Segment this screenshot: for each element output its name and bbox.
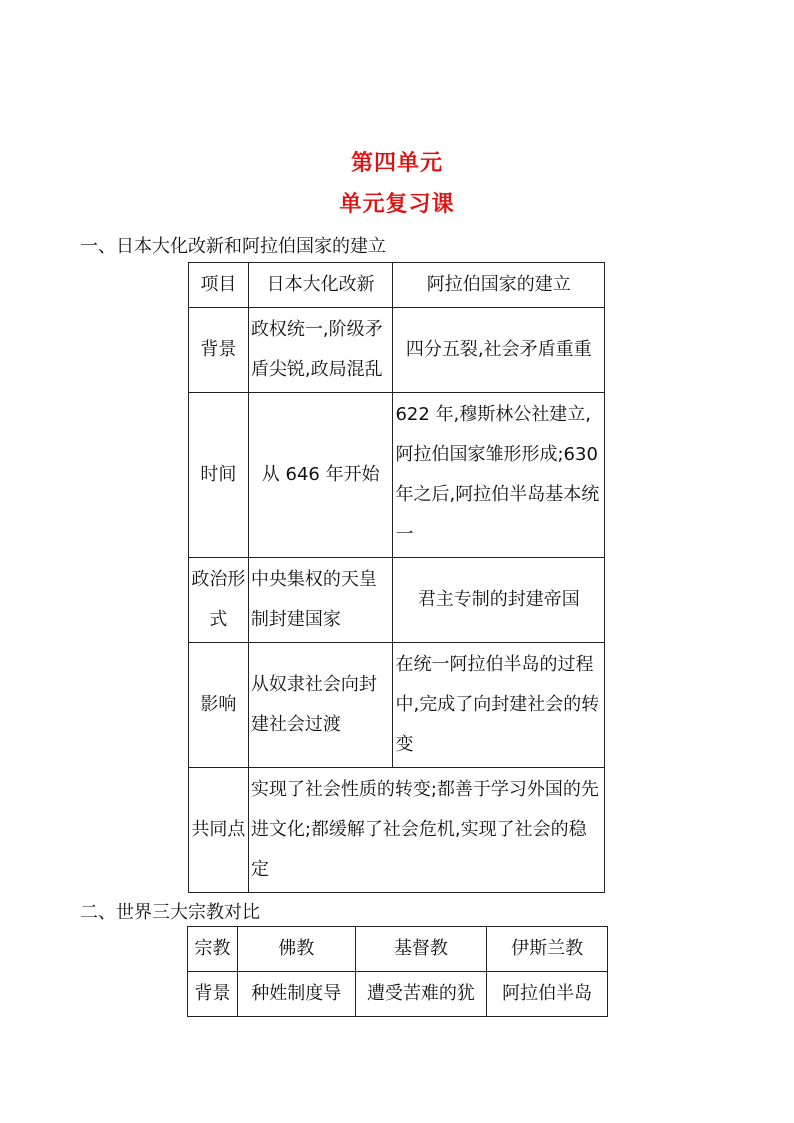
table-header-row	[189, 263, 605, 308]
lesson-subtitle: 单元复习课	[339, 192, 455, 217]
arab-cell: 四分五裂,社会矛盾重重	[393, 308, 605, 393]
row-label: 影响	[189, 643, 249, 768]
table-row	[189, 308, 605, 393]
arab-cell: 君主专制的封建帝国	[393, 558, 605, 643]
header-cell: 基督教	[355, 927, 487, 972]
row-label: 政治形式	[189, 558, 249, 643]
arab-cell: 622 年,穆斯林公社建立,阿拉伯国家雏形形成;630 年之后,阿拉伯半岛基本统一	[393, 393, 605, 558]
row-label: 背景	[188, 972, 238, 1017]
unit-title: 第四单元	[350, 151, 443, 176]
religion-table	[187, 926, 608, 1017]
table-header-row	[188, 927, 608, 972]
table-row	[189, 558, 605, 643]
table-row	[188, 972, 608, 1017]
header-cell: 佛教	[237, 927, 355, 972]
christianity-cell: 遭受苦难的犹	[355, 972, 487, 1017]
comparison-table-1	[188, 262, 605, 893]
header-cell: 阿拉伯国家的建立	[393, 263, 605, 308]
section2-heading: 二、世界三大宗教对比	[80, 902, 260, 923]
section1-heading: 一、日本大化改新和阿拉伯国家的建立	[80, 236, 386, 257]
header-cell: 日本大化改新	[248, 263, 393, 308]
buddhism-cell: 种姓制度导	[237, 972, 355, 1017]
japan-cell: 中央集权的天皇制封建国家	[248, 558, 393, 643]
table-row	[189, 393, 605, 558]
islam-cell: 阿拉伯半岛	[487, 972, 608, 1017]
row-label: 共同点	[189, 768, 249, 893]
japan-cell: 政权统一,阶级矛盾尖锐,政局混乱	[248, 308, 393, 393]
arab-cell: 在统一阿拉伯半岛的过程中,完成了向封建社会的转变	[393, 643, 605, 768]
japan-cell: 从 646 年开始	[248, 393, 393, 558]
row-label: 时间	[189, 393, 249, 558]
table-row	[189, 643, 605, 768]
header-cell: 项目	[189, 263, 249, 308]
common-points-cell: 实现了社会性质的转变;都善于学习外国的先进文化;都缓解了社会危机,实现了社会的稳定	[248, 768, 604, 893]
header-cell: 伊斯兰教	[487, 927, 608, 972]
header-cell: 宗教	[188, 927, 238, 972]
table-row	[189, 768, 605, 893]
row-label: 背景	[189, 308, 249, 393]
japan-cell: 从奴隶社会向封建社会过渡	[248, 643, 393, 768]
